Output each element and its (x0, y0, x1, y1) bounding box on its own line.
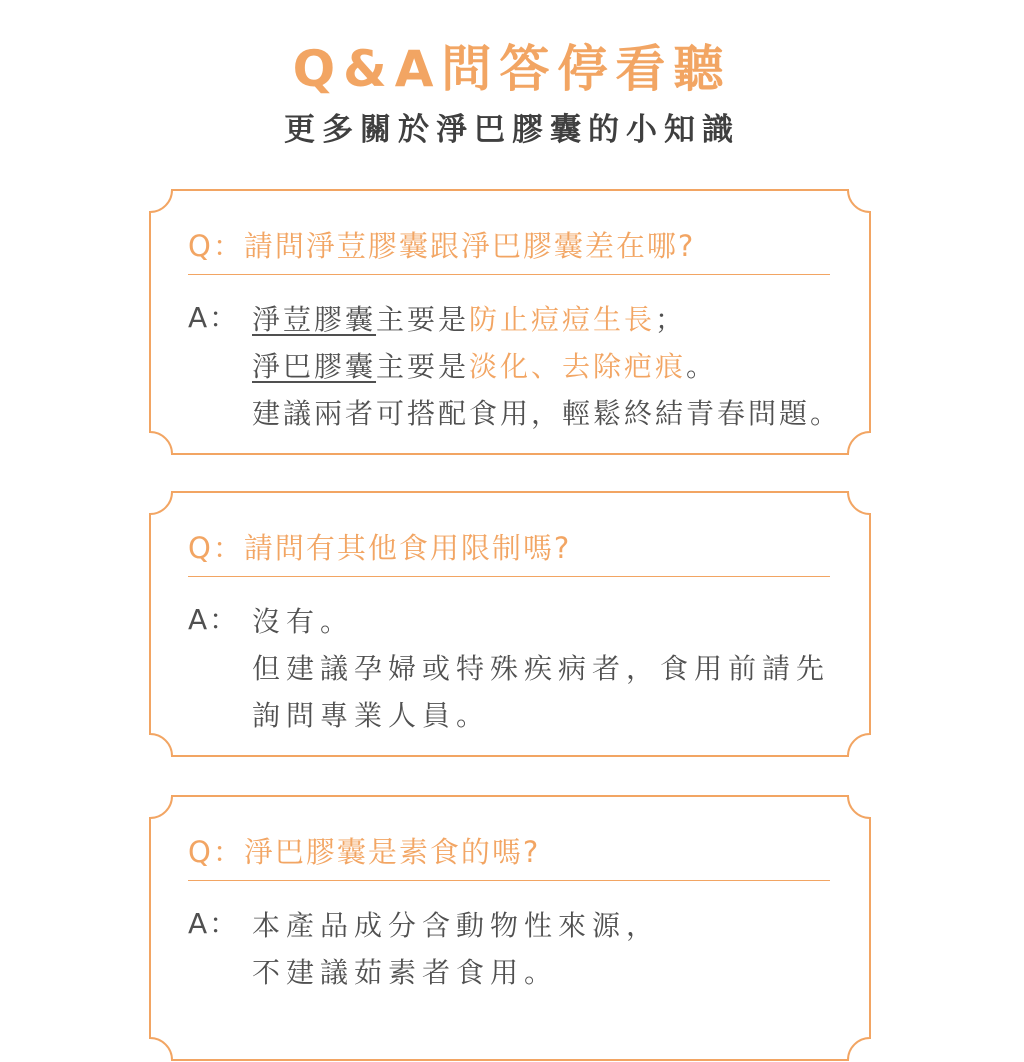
answer-line (252, 296, 841, 343)
answer-label: A： (188, 603, 240, 636)
product-name: 淨巴膠囊 (252, 350, 377, 383)
divider (188, 880, 830, 881)
answer-label: A： (188, 301, 240, 334)
answer-text (252, 598, 830, 739)
question-text: Q：請問淨荳膠囊跟淨巴膠囊差在哪? (188, 229, 696, 263)
answer-line: 但建議孕婦或特殊疾病者，食用前請先 (252, 652, 831, 685)
answer-fragment: 主要是 (376, 350, 470, 383)
answer-fragment: 。 (686, 350, 718, 383)
qa-card-3 (148, 794, 872, 1034)
divider (188, 274, 830, 275)
qa-card-1 (148, 188, 872, 456)
effect-highlight: 淡化、去除疤痕 (469, 350, 687, 383)
qa-card-2 (148, 490, 872, 758)
divider (188, 576, 830, 577)
answer-fragment: 主要是 (376, 303, 470, 336)
effect-highlight: 防止痘痘生長 (469, 303, 656, 336)
answer-line: 本產品成分含動物性來源， (252, 909, 661, 942)
answer-text (252, 296, 841, 437)
answer-label: A： (188, 907, 240, 940)
page-subtitle: 更多關於淨巴膠囊的小知識 (284, 112, 740, 148)
product-name: 淨荳膠囊 (252, 303, 377, 336)
answer-line: 不建議茹素者食用。 (252, 956, 559, 989)
answer-line: 詢問專業人員。 (252, 699, 491, 732)
answer-line (252, 343, 841, 390)
answer-text (252, 902, 660, 996)
answer-line: 建議兩者可搭配食用，輕鬆終結青春問題。 (252, 397, 842, 430)
answer-line: 沒有。 (252, 605, 355, 638)
question-text: Q：請問有其他食用限制嗎? (188, 531, 572, 565)
page-title: Q&A問答停看聽 (292, 40, 732, 98)
question-text: Q：淨巴膠囊是素食的嗎? (188, 835, 541, 869)
answer-fragment: ； (655, 303, 687, 336)
